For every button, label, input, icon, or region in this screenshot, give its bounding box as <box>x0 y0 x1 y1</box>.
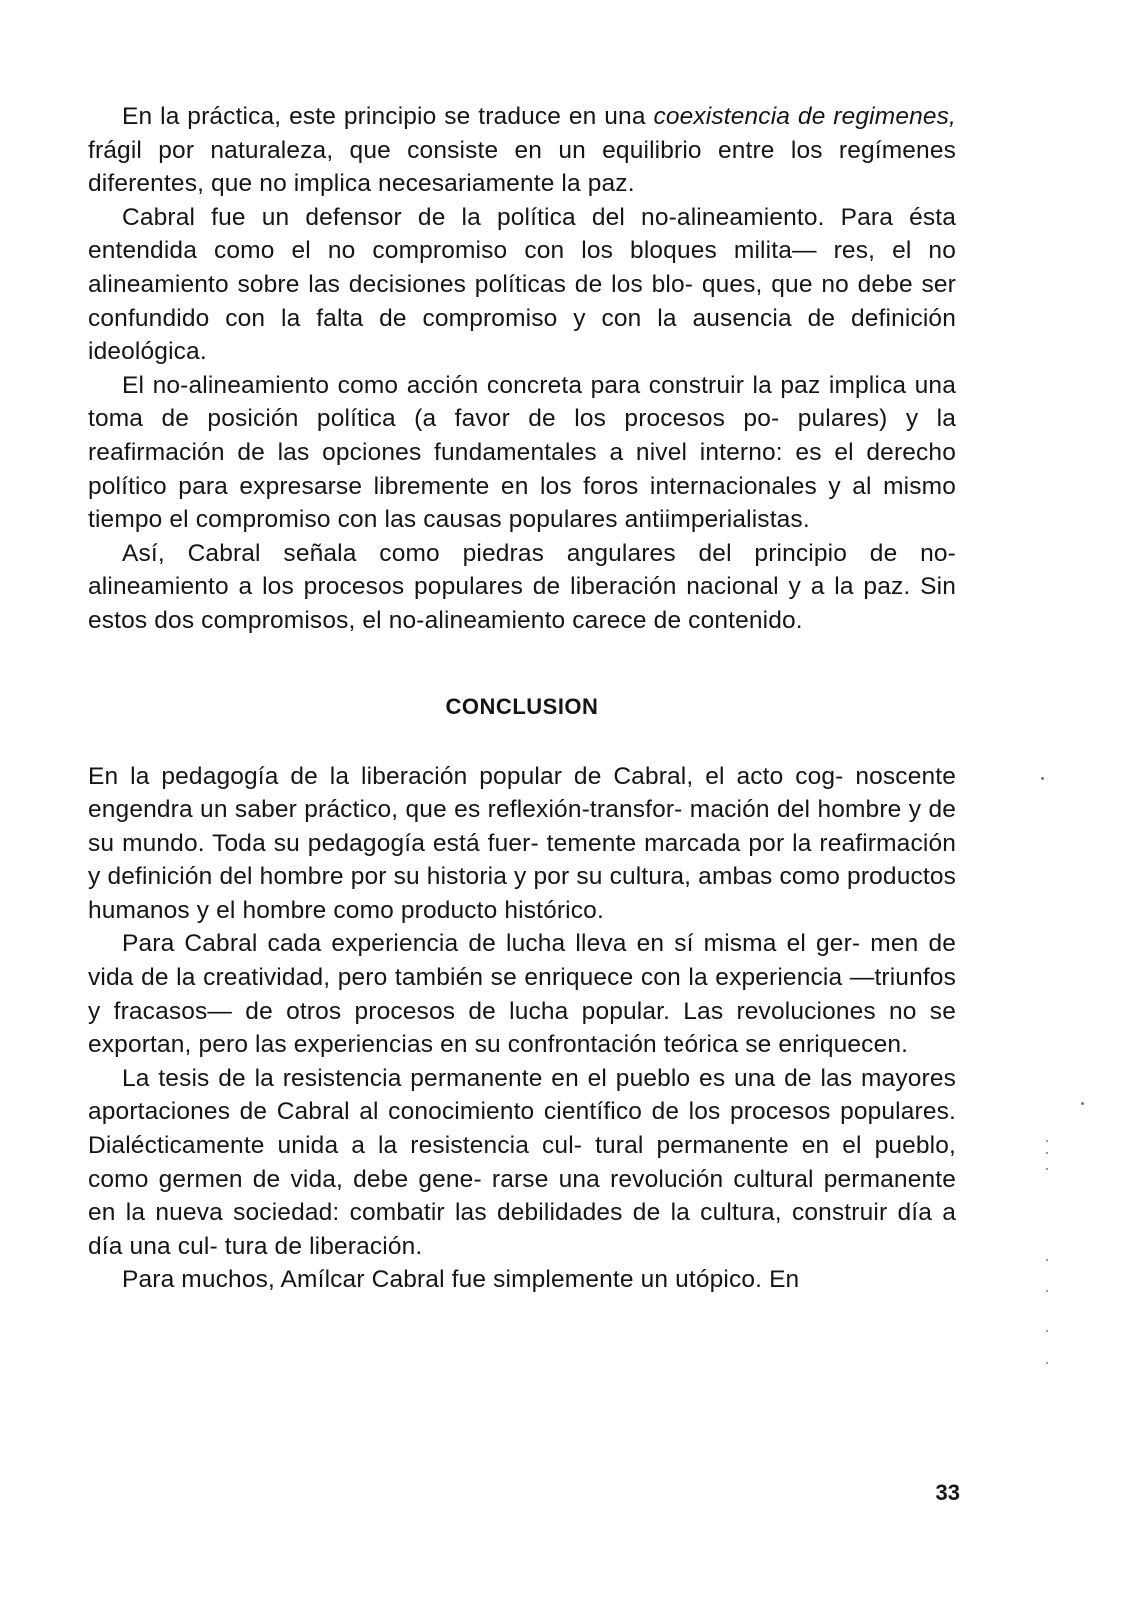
scan-speck <box>1046 1259 1048 1261</box>
paragraph-no-alineamiento: Cabral fue un defensor de la política del no-alineamiento. Para ésta entendida como el no compromiso con los bloques milita— res, el no alineamiento sobre las decisiones políticas de los blo- ques, que no debe ser confundido con la falta de compromiso y con la ausencia de definición ideológica. <box>88 203 956 366</box>
scan-speck <box>1046 1140 1048 1142</box>
scan-speck <box>1041 777 1044 780</box>
scan-speck <box>1046 1362 1048 1364</box>
scan-speck <box>1081 1102 1084 1105</box>
section-heading: CONCLUSION <box>445 693 599 719</box>
paragraph-rest-text: frágil por naturaleza, que consiste en un equilibrio entre los regímenes diferentes, que no implica necesariamente la paz. <box>88 136 956 198</box>
paragraph-coexistencia <box>88 100 956 201</box>
scan-speck <box>1046 1168 1048 1170</box>
paragraph-piedras-angulares: Así, Cabral señala como piedras angulares del principio de no- alineamiento a los procesos populares de liberación nacional y a la paz. Sin estos dos compromisos, el no-alineamiento carece de contenido. <box>88 539 956 634</box>
paragraph-utopico: Para muchos, Amílcar Cabral fue simplemente un utópico. En <box>122 1266 800 1294</box>
paragraph-experiencia-lucha: Para Cabral cada experiencia de lucha lleva en sí misma el ger- men de vida de la creatividad, pero también se enriquece con la experiencia —triunfos y fracasos— de otros procesos de lucha popular. Las revoluciones no se exportan, pero las experiencias en su confrontación teórica se enriquecen. <box>88 930 956 1059</box>
scan-speck <box>1046 1330 1048 1332</box>
paragraph-pedagogia: En la pedagogía de la liberación popular de Cabral, el acto cog- noscente engendra un saber práctico, que es reflexión-transfor- mación del hombre y de su mundo. Toda su pedagogía está fuer- temente marcada por la reafirmación y definición del hombre por su historia y por su cultura, ambas como productos humanos y el hombre como producto histórico. <box>88 762 956 924</box>
page-body <box>88 100 956 1297</box>
scan-speck <box>1046 1152 1048 1154</box>
scan-speck <box>1046 1290 1048 1292</box>
page-number: 33 <box>935 1480 960 1505</box>
paragraph-lead-text: En la práctica, este principio se traduce en una <box>122 103 654 130</box>
paragraph-accion-concreta: El no-alineamiento como acción concreta para construir la paz implica una toma de posición política (a favor de los procesos po- pulares) y la reafirmación de las opciones fundamentales a nivel interno: es el derecho político para expresarse libremente en los foros internacionales y al mismo tiempo el compromiso con las causas populares antiimperialistas. <box>88 371 956 534</box>
paragraph-resistencia: La tesis de la resistencia permanente en el pueblo es una de las mayores aportaciones de Cabral al conocimiento científico de los procesos populares. Dialécticamente unida a la resistencia cul- tural permanente en el pueblo, como germen de vida, debe gene- rarse una revolución cultural permanente en la nueva sociedad: combatir las debilidades de la cultura, construir día a día una cul- tura de liberación. <box>88 1064 956 1260</box>
italic-term: coexistencia de regimenes, <box>653 103 956 130</box>
